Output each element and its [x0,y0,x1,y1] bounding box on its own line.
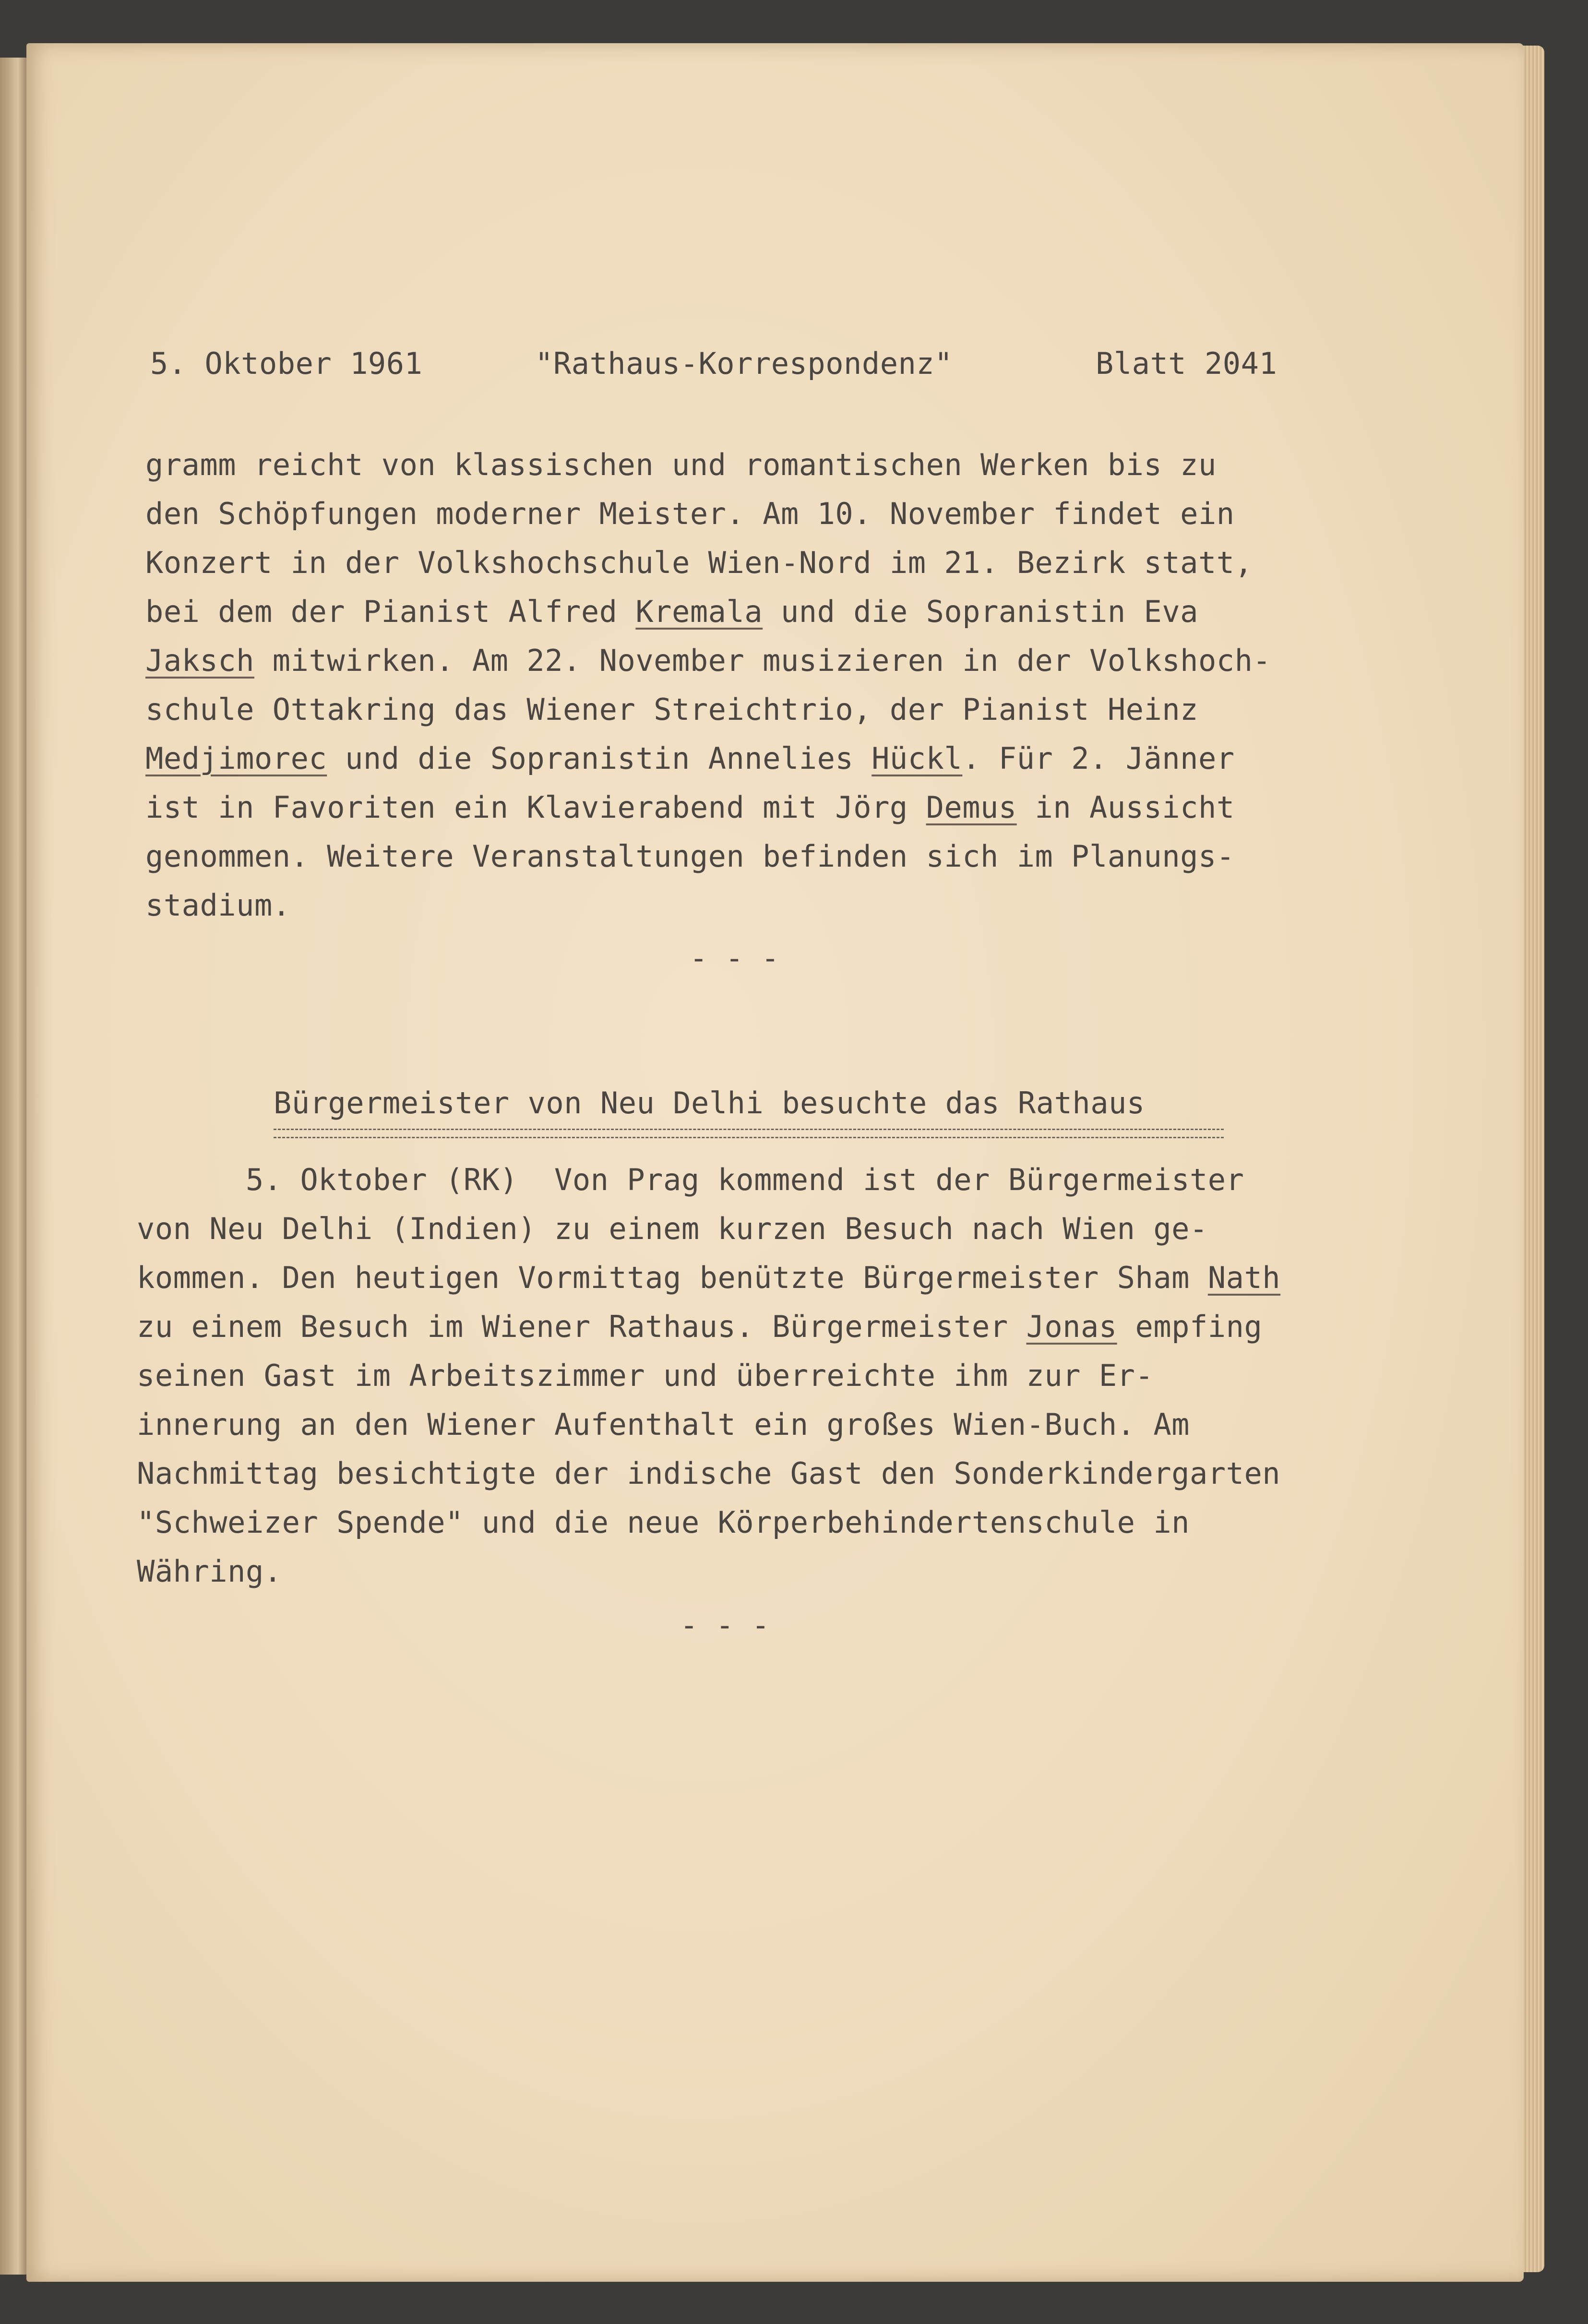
header-publication: "Rathaus-Korrespondenz" [535,346,953,381]
underlined-name: Nath [1207,1260,1281,1295]
underlined-name: Demus [926,790,1017,825]
article-1-line: den Schöpfungen moderner Meister. Am 10. November findet ein [145,496,1235,531]
underlined-name: Hückl [872,741,963,776]
article-1-line: stadium. [145,888,291,923]
article-2-line: seinen Gast im Arbeitszimmer und überreichte ihm zur Er- [137,1358,1154,1393]
section-separator: - - - [680,1608,770,1643]
article-2-line: kommen. Den heutigen Vormittag benützte Bürgermeister Sham Nath [137,1260,1281,1295]
underlined-name: Kremala [635,594,763,629]
article-2-line: "Schweizer Spende" und die neue Körperbehindertenschule in [137,1505,1190,1540]
article-1-line: ist in Favoriten ein Klavierabend mit Jörg Demus in Aussicht [145,790,1235,825]
underlined-name: Jaksch [145,643,254,678]
underlined-name: Jonas [1026,1309,1117,1344]
title-double-underline [274,1129,1224,1138]
article-2-line: 5. Oktober (RK) Von Prag kommend ist der Bürgermeister [137,1162,1244,1197]
article-2-line: Währing. [137,1554,282,1589]
typewritten-page [26,43,1524,2282]
article-2-line: innerung an den Wiener Aufenthalt ein großes Wien-Buch. Am [137,1407,1190,1442]
article-1-line: genommen. Weitere Veranstaltungen befinden sich im Planungs- [145,839,1235,874]
article-2-title: Bürgermeister von Neu Delhi besuchte das Rathaus [274,1085,1145,1120]
underlined-name: Medjimorec [145,741,327,776]
article-1-line: Jaksch mitwirken. Am 22. November musizieren in der Volkshoch- [145,643,1271,678]
article-2-body [137,1162,1409,1597]
previous-page-edge [0,58,30,2275]
article-2-line: Nachmittag besichtigte der indische Gast den Sonderkindergarten [137,1456,1281,1491]
article-1-line: Konzert in der Volkshochschule Wien-Nord im 21. Bezirk statt, [145,545,1253,580]
article-1-line: gramm reicht von klassischen und romantischen Werken bis zu [145,447,1217,482]
section-separator: - - - [690,941,779,976]
header-sheet-number: Blatt 2041 [1096,346,1278,381]
article-1-line: Medjimorec und die Sopranistin Annelies Hückl. Für 2. Jänner [145,741,1235,776]
article-1-line: bei dem der Pianist Alfred Kremala und die Sopranistin Eva [145,594,1198,629]
article-2-line: von Neu Delhi (Indien) zu einem kurzen Besuch nach Wien ge- [137,1211,1208,1246]
article-1-body [145,447,1393,923]
header-date: 5. Oktober 1961 [150,346,423,381]
article-1-line: schule Ottakring das Wiener Streichtrio, der Pianist Heinz [145,692,1198,727]
article-2-line: zu einem Besuch im Wiener Rathaus. Bürgermeister Jonas empfing [137,1309,1263,1344]
